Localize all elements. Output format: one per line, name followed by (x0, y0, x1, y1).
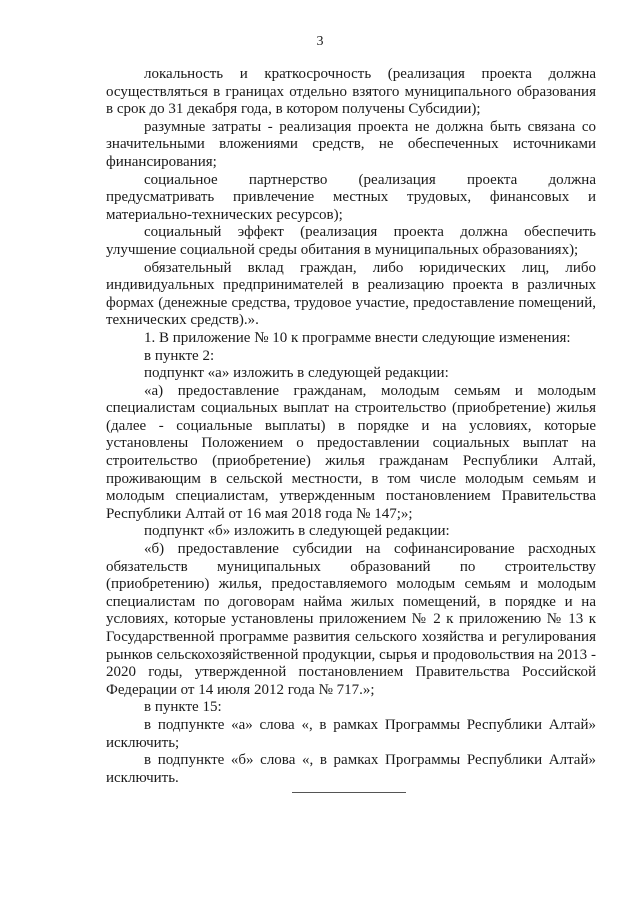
paragraph: 1. В приложение № 10 к программе внести следующие изменения: (144, 329, 571, 346)
paragraph: локальность и краткосрочность (реализация проекта должна осуществляться в границах отдельно взятого муниципального образования в срок до 31 декабря года, в котором получены Субсидии); (106, 66, 596, 118)
paragraph: «б) предоставление субсидии на софинансирование расходных обязательств муниципальных образований по строительству (приобретению) жилья, предоставляемого молодым семьям и молодым специалистам по договорам найма жилых помещений, в порядке и на условиях, которые установлены приложением № 2 к приложению № 13 к Государственной программе развития сельского хозяйства и регулирования рынков сельскохозяйственной продукции, сырья и продовольствия на 2013 - 2020 годы, утвержденной постановлением Правительства Российской Федерации от 14 июля 2012 года № 717.»; (106, 541, 596, 698)
paragraph: обязательный вклад граждан, либо юридических лиц, либо индивидуальных предпринимателей в реализацию проекта в различных формах (денежные средства, трудовое участие, предоставление помещений, технических средств).». (106, 259, 596, 329)
paragraph: социальный эффект (реализация проекта должна обеспечить улучшение социальной среды обитания в муниципальных образованиях); (106, 224, 596, 258)
paragraph: «а) предоставление гражданам, молодым семьям и молодым специалистам социальных выплат на строительство (приобретение) жилья (далее - социальные выплаты) в порядке и на условиях, которые установлены Положением о предоставлении социальных выплат на строительство (приобретение) жилья гражданам Республики Алтай, проживающим в сельской местности, в том числе молодым семьям и молодым специалистам, утвержденным постановлением Правительства Республики Алтай от 16 мая 2018 года № 147;»; (106, 382, 596, 522)
paragraph: подпункт «а» изложить в следующей редакции: (144, 365, 449, 382)
end-separator-line (292, 792, 406, 793)
document-body (106, 66, 596, 787)
paragraph: разумные затраты - реализация проекта не должна быть связана со значительными вложениями средств, не обеспеченных источниками финансирования; (106, 118, 596, 170)
paragraph: в подпункте «б» слова «, в рамках Программы Республики Алтай» исключить. (106, 752, 596, 786)
paragraph: в пункте 15: (144, 699, 222, 716)
paragraph: в подпункте «а» слова «, в рамках Программы Республики Алтай» исключить; (106, 716, 596, 751)
page-number: 3 (316, 34, 324, 49)
paragraph: социальное партнерство (реализация проекта должна предусматривать привлечение местных трудовых, финансовых и материально-технических ресурсов); (106, 171, 596, 223)
paragraph: в пункте 2: (144, 347, 215, 364)
paragraph: подпункт «б» изложить в следующей редакции: (144, 523, 450, 540)
